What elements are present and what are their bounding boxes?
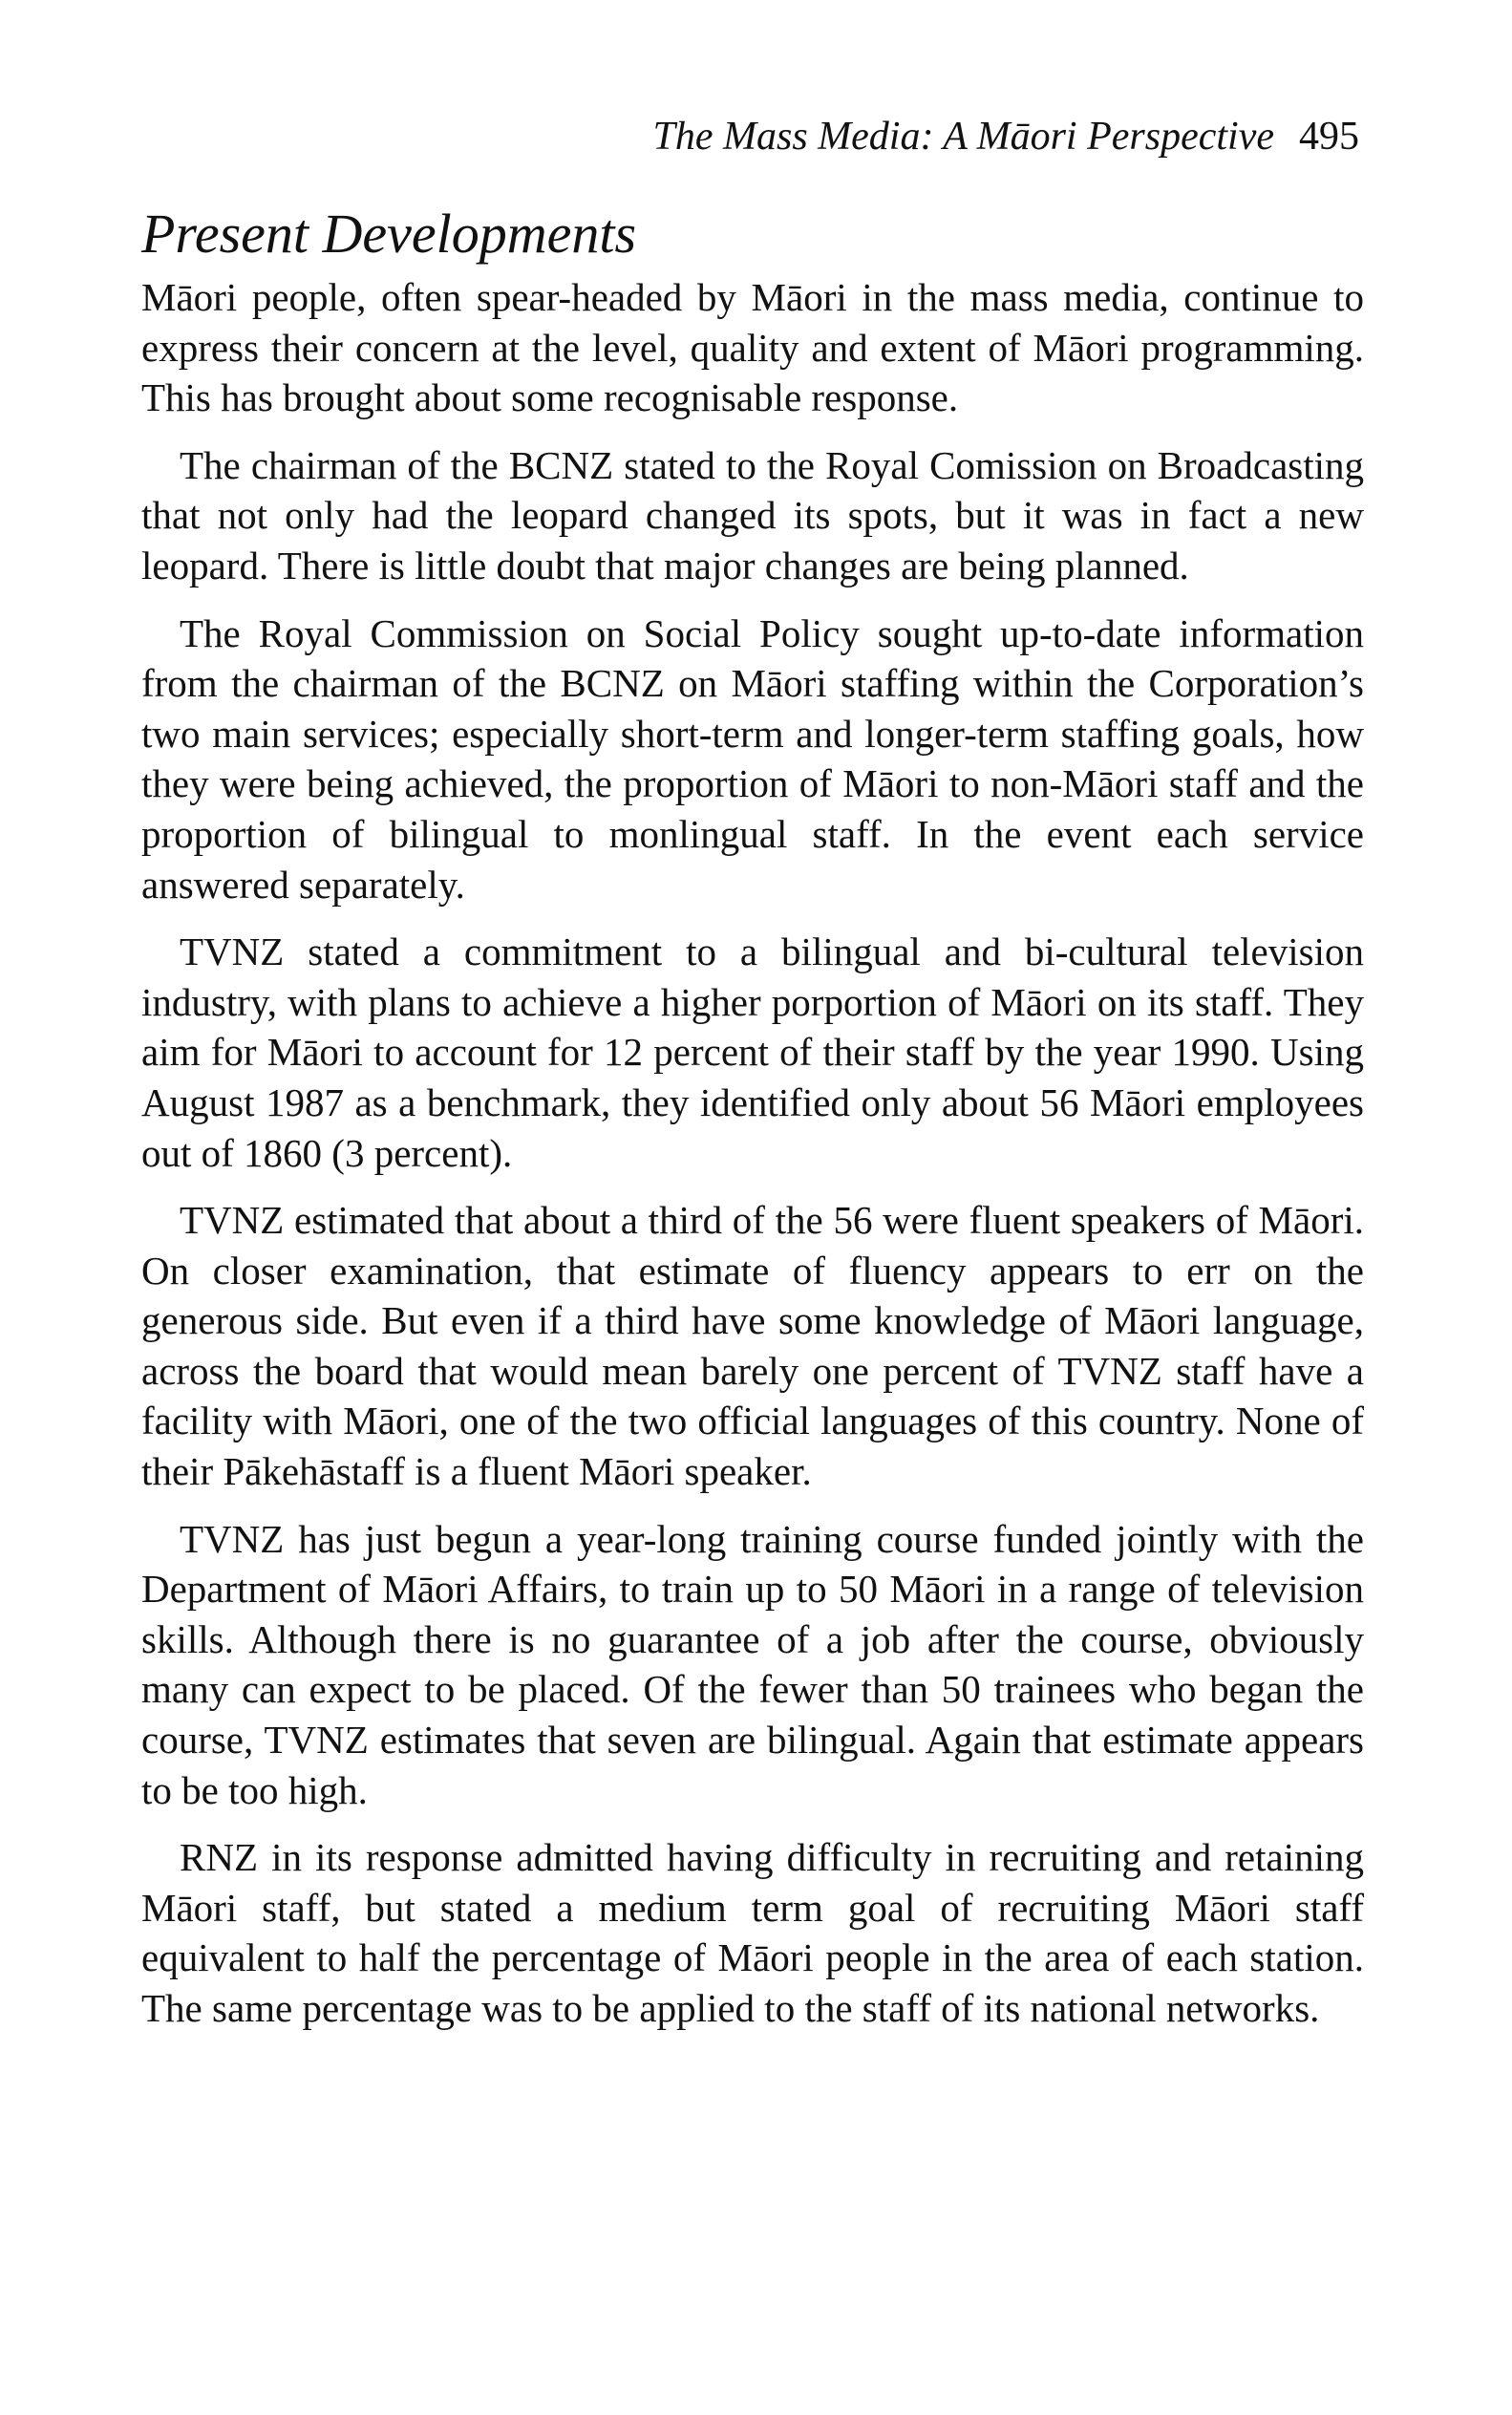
running-head [653, 113, 1360, 160]
paragraph-3: The Royal Commission on Social Policy sought up-to-date information from the chairman of the BCNZ on Māori staffing within the Corporation’s two main services; especially short-term and longer-term staffing goals, how they were being achieved, the proportion of Māori to non-Māori staff and the proportion of bilingual to monlingual staff. In the event each service answered separately. [141, 610, 1364, 907]
paragraph-1: Māori people, often spear-headed by Māori in the mass media, continue to express their concern at the level, quality and extent of Māori programming. This has brought about some recognisable response. [141, 275, 1364, 420]
paragraph-7: RNZ in its response admitted having difficulty in recruiting and retaining Māori staff, but stated a medium term goal of recruiting Māori staff equivalent to half the percentage of Māori people in the area of each station. The same percentage was to be applied to the staff of its national networks. [141, 1835, 1364, 2030]
paragraph-4: TVNZ stated a commitment to a bilingual and bi-cultural television industry, with plans to achieve a higher porportion of Māori on its staff. They aim for Māori to account for 12 percent of their staff by the year 1990. Using August 1987 as a benchmark, they identified only about 56 Māori employees out of 1860 (3 percent). [141, 930, 1364, 1175]
running-title: The Mass Media: A Māori Perspective [652, 115, 1274, 159]
paragraph-5: TVNZ estimated that about a third of the 56 were fluent speakers of Māori. On closer examination, that estimate of fluency appears to err on the generous side. But even if a third have some knowledge of Māori language, across the board that would mean barely one percent of TVNZ staff have a facility with Māori, one of the two official languages of this country. None of their Pākehāstaff is a fluent Māori speaker. [141, 1198, 1364, 1494]
body-text [141, 272, 1364, 2051]
paragraph-2: The chairman of the BCNZ stated to the Royal Comission on Broadcasting that not only had the leopard changed its spots, but it was in fact a new leopard. There is little doubt that major changes are being planned. [141, 442, 1364, 588]
section-heading: Present Developments [141, 203, 637, 265]
paragraph-6: TVNZ has just begun a year-long training course funded jointly with the Department of Māori Affairs, to train up to 50 Māori in a range of television skills. Although there is no guarantee of a job after the course, obviously many can expect to be placed. Of the fewer than 50 trainees who began the course, TVNZ estimates that seven are bilingual. Again that estimate appears to be too high. [141, 1516, 1364, 1812]
page-number: 495 [1299, 115, 1359, 159]
